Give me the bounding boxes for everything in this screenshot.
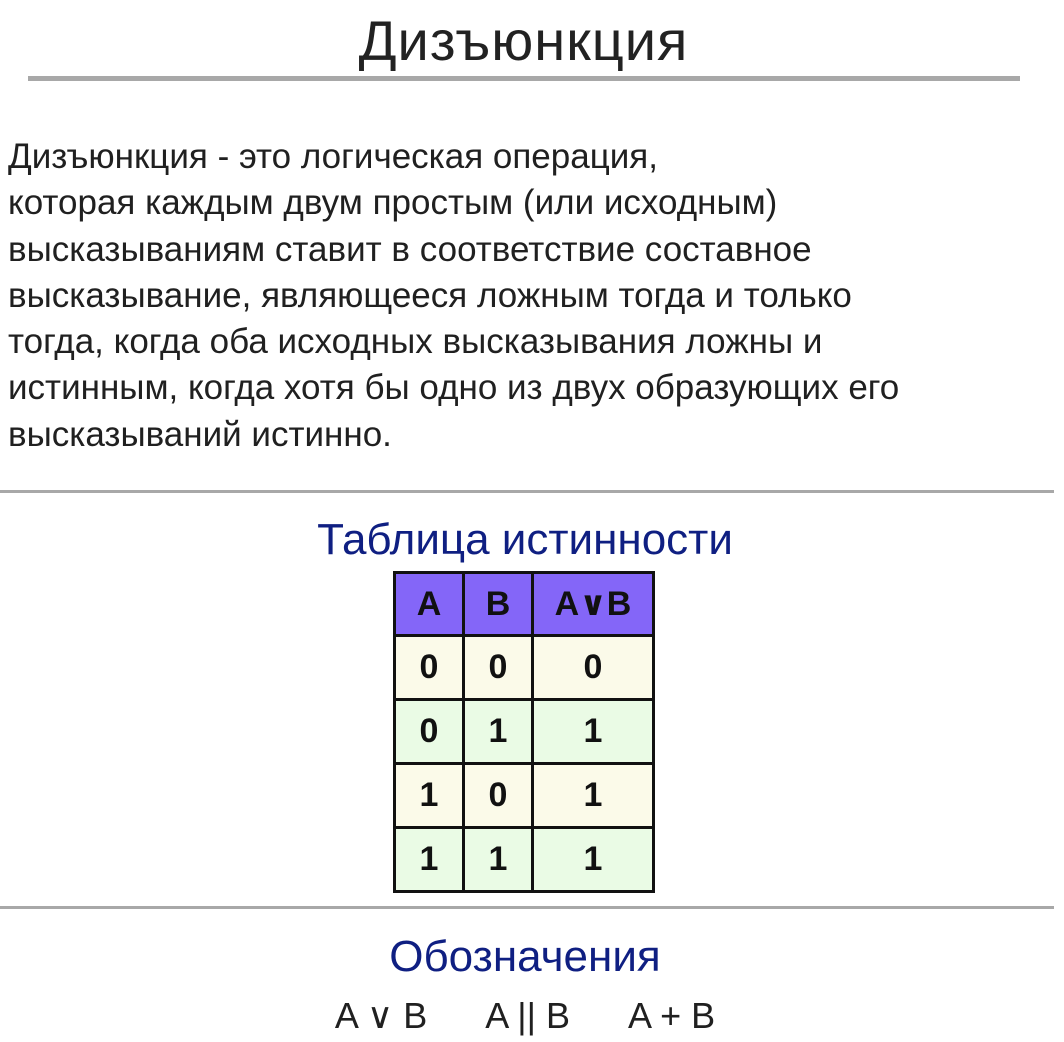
table-cell: 0 [533, 636, 654, 700]
table-cell: 0 [395, 636, 464, 700]
table-cell: 1 [533, 700, 654, 764]
definition-text [8, 134, 1048, 458]
header-cell-a: A [395, 573, 464, 636]
table-row [395, 700, 654, 764]
notations-list [0, 993, 1050, 1039]
table-cell: 0 [464, 636, 533, 700]
definition-line: высказываний истинно. [8, 414, 392, 454]
definition-line: тогда, когда оба исходных высказывания ложны и [8, 322, 823, 362]
table-cell: 1 [395, 828, 464, 892]
definition-line: которая каждым двум простым (или исходным) [8, 183, 778, 223]
table-cell: 1 [533, 764, 654, 828]
definition-line: Дизъюнкция - это логическая операция, [8, 137, 658, 176]
header-cell-b: B [464, 573, 533, 636]
table-cell: 1 [533, 828, 654, 892]
definition-line: высказывание, являющееся ложным тогда и только [8, 275, 852, 315]
table-cell: 0 [464, 764, 533, 828]
notation-item: A || B [485, 995, 571, 1036]
section-divider [0, 906, 1054, 909]
page-title: Дизъюнкция [358, 9, 689, 72]
table-cell: 0 [395, 700, 464, 764]
section-divider [0, 490, 1054, 493]
table-cell: 1 [464, 700, 533, 764]
notations-title: Обозначения [389, 932, 661, 981]
definition-line: высказываниям ставит в соответствие составное [8, 229, 812, 269]
table-row [395, 764, 654, 828]
table-cell: 1 [395, 764, 464, 828]
truth-table [393, 571, 655, 893]
header-cell-result: A∨B [533, 573, 654, 636]
table-header-row [395, 573, 654, 636]
table-cell: 1 [464, 828, 533, 892]
title-divider [28, 76, 1020, 81]
notation-item: A + B [628, 995, 716, 1036]
truth-table-title: Таблица истинности [317, 515, 733, 564]
table-row [395, 828, 654, 892]
definition-line: истинным, когда хотя бы одно из двух образующих его [8, 368, 900, 408]
notation-item: A ∨ B [334, 995, 428, 1036]
table-row [395, 636, 654, 700]
